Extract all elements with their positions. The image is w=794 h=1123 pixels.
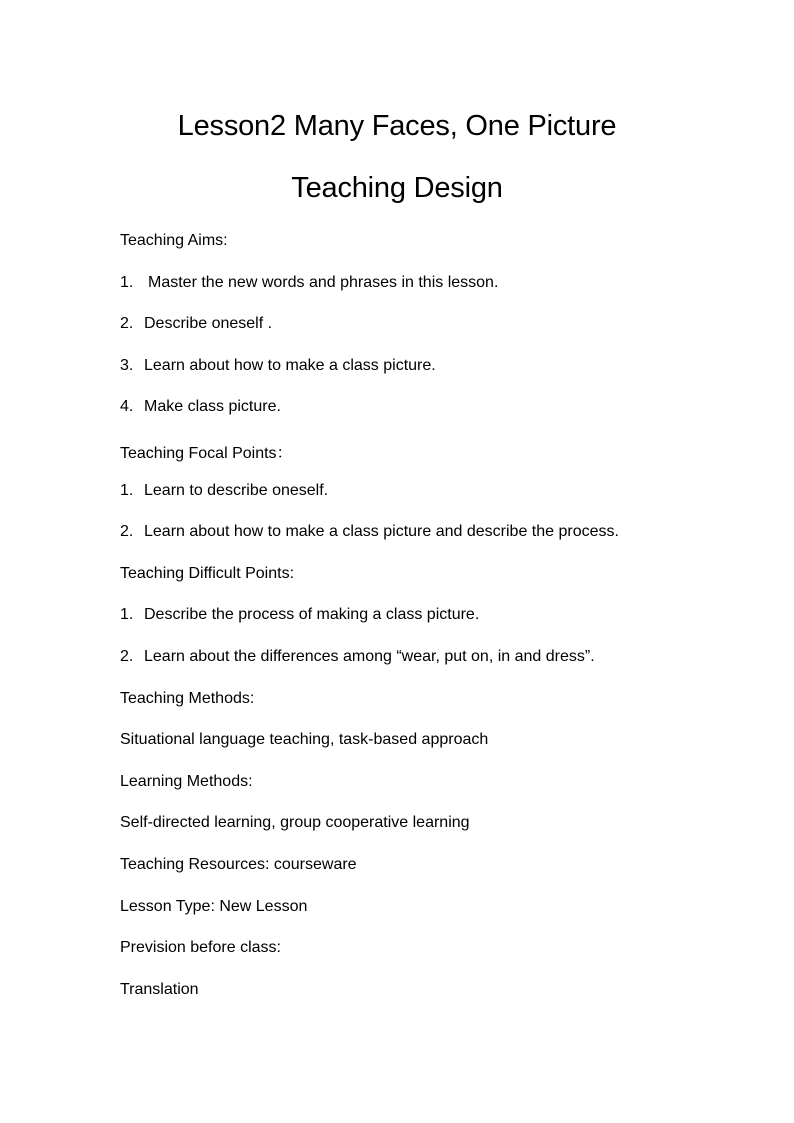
aims-item-3: [120, 357, 436, 375]
list-item-text: Learn about the differences among “wear, put on, in and dress”.: [144, 648, 595, 665]
list-number: 2.: [120, 523, 134, 540]
teaching-resources: Teaching Resources: courseware: [120, 856, 357, 873]
list-item-text: Learn about how to make a class picture.: [144, 357, 436, 374]
aims-item-4: [120, 398, 281, 416]
list-item-text: Master the new words and phrases in this lesson.: [148, 274, 499, 291]
teaching-methods-heading: Teaching Methods:: [120, 690, 255, 707]
list-item-text: Describe the process of making a class picture.: [144, 606, 480, 623]
list-item-text: Learn to describe oneself.: [144, 482, 329, 499]
learning-methods-text: Self-directed learning, group cooperative learning: [120, 814, 470, 831]
teaching-aims-heading: Teaching Aims:: [120, 232, 228, 249]
list-number: 4.: [120, 398, 134, 415]
focal-item-2: [120, 523, 619, 541]
learning-methods-heading: Learning Methods:: [120, 773, 253, 790]
list-item-text: Describe oneself .: [144, 315, 273, 332]
translation-heading: Translation: [120, 981, 199, 998]
list-number: 2.: [120, 648, 134, 665]
difficult-item-2: [120, 648, 595, 666]
list-item-text: Learn about how to make a class picture and describe the process.: [144, 523, 619, 540]
document-subtitle: Teaching Design: [291, 172, 503, 204]
aims-item-1: [120, 274, 498, 292]
list-item-text: Make class picture.: [144, 398, 281, 415]
difficult-item-1: [120, 606, 479, 624]
list-number: 3.: [120, 357, 134, 374]
list-number: 1.: [120, 482, 134, 499]
list-number: 1.: [120, 274, 134, 291]
list-number: 2.: [120, 315, 134, 332]
difficult-points-heading: Teaching Difficult Points:: [120, 565, 295, 582]
teaching-methods-text: Situational language teaching, task-based approach: [120, 731, 489, 748]
focal-points-heading: Teaching Focal Points：: [120, 445, 293, 462]
aims-item-2: [120, 315, 272, 333]
focal-item-1: [120, 482, 328, 500]
lesson-type: Lesson Type: New Lesson: [120, 898, 308, 915]
list-number: 1.: [120, 606, 134, 623]
prevision-heading: Prevision before class:: [120, 939, 281, 956]
document-title: Lesson2 Many Faces, One Picture: [177, 110, 617, 142]
